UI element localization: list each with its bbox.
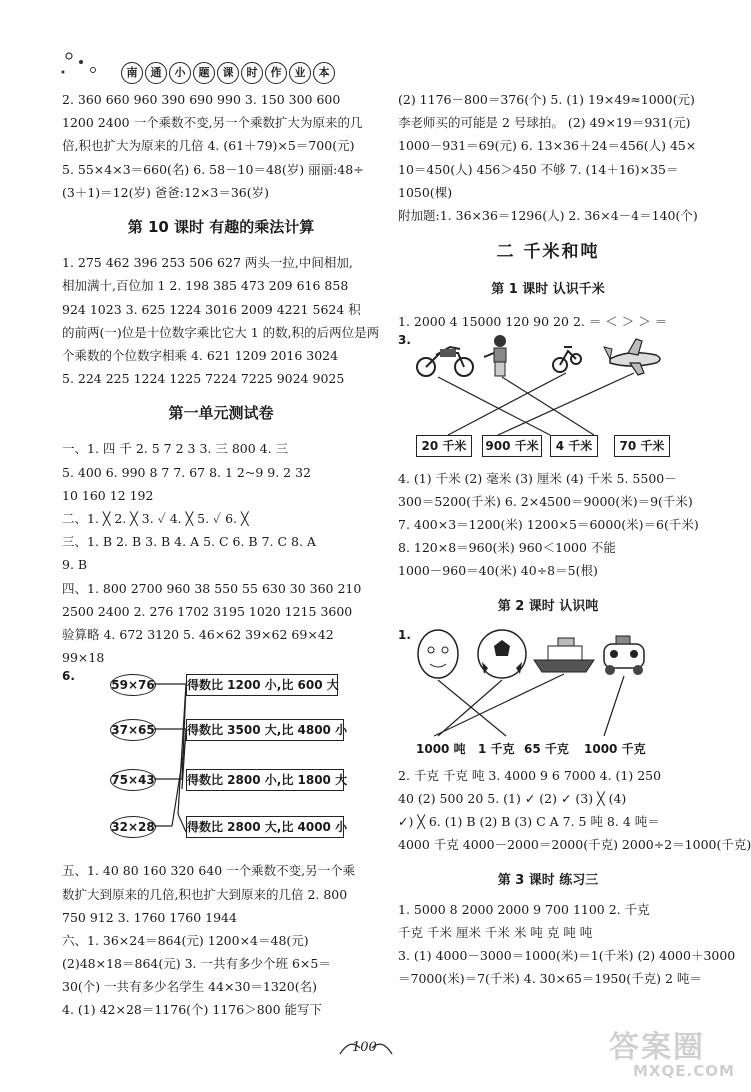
text-line: 4. (1) 千米 (2) 毫米 (3) 厘米 (4) 千米 5. 5500－ [398,470,677,486]
text-line: 4000 千克 4000－2000＝2000(千克) 2000÷2＝1000(千克) [398,837,751,853]
text-line: 数扩大到原来的几倍,积也扩大到原来的几倍 2. 800 [62,886,348,902]
text-line: 10＝450(人) 456＞450 不够 7. (14＋16)×35＝ [398,161,679,177]
km-distance-box: 4 千米 [550,435,598,457]
weight-label: 1 千克 [478,741,515,756]
watermark [603,1022,745,1086]
text-line: 8. 120×8＝960(米) 960＜1000 不能 [398,540,616,556]
weight-label: 1000 吨 [416,741,466,756]
text-line: 9. B [62,557,88,573]
weight-label: 1000 千克 [584,741,646,756]
q6-range-box: 得数比 3500 大,比 4800 小 [186,719,344,741]
text-line: 1000－960＝40(米) 40÷8＝5(根) [398,563,598,579]
text-line: 附加题:1. 36×36＝1296(人) 2. 36×4－4＝140(个) [398,207,698,223]
header-title-char: 题 [193,62,215,84]
km-distance-box: 20 千米 [416,435,472,457]
q6-expression: 37×65 [110,719,156,741]
text-line: 924 1023 3. 625 1224 3016 2009 4221 5624 积 [62,301,361,317]
text-line: 1. 5000 8 2000 2000 9 700 1100 2. 千克 [398,901,650,917]
q6-expression: 32×28 [110,816,156,838]
text-line: 2. 360 660 960 390 690 990 3. 150 300 600 [62,92,341,107]
text-line: 10 160 12 192 [62,487,154,503]
motorcycle-icon [417,347,473,376]
toy-car-icon [604,636,644,675]
unit-2-heading: 二 千米和吨 [496,242,600,263]
text-line: 750 912 3. 1760 1760 1944 [62,909,237,925]
text-line: 5. 224 225 1224 1225 7224 7225 9024 9025 [62,371,345,387]
text-line: 2500 2400 2. 276 1702 3195 1020 1215 3600 [62,603,353,619]
text-line: ✓) ╳ 6. (1) B (2) B (3) C A 7. 5 吨 8. 4 吨＝ [398,814,660,830]
text-line: (2)48×18＝864(元) 3. 一共有多少个班 6×5＝ [62,956,331,972]
lesson-10-heading: 第 10 课时 有趣的乘法计算 [127,217,315,236]
text-line: 2. 千克 千克 吨 3. 4000 9 6 7000 4. (1) 250 [398,767,662,783]
header-logo [55,48,345,88]
text-line: 7. 400×3＝1200(米) 1200×5＝6000(米)＝6(千米) [398,517,699,533]
text-line: 验算略 4. 672 3120 5. 46×62 39×62 69×42 [62,626,334,642]
km-matching-figure [398,333,698,461]
q6-expression: 59×76 [110,674,156,696]
text-line: 40 (2) 500 20 5. (1) ✓ (2) ✓ (3) ╳ (4) [398,791,627,806]
q1-number: 1. [398,627,411,642]
lesson-3-heading: 第 3 课时 练习三 [497,872,599,888]
text-line: 1000－931＝69(元) 6. 13×36＋24＝456(人) 45× [398,138,697,154]
text-line: 三、1. B 2. B 3. B 4. A 5. C 6. B 7. C 8. A [62,534,316,550]
text-line: 300＝5200(千米) 6. 2×4500＝9000(米)＝9(千米) [398,493,693,509]
text-line: 相加满十,百位加 1 2. 198 385 473 209 616 858 [62,278,349,294]
text-line: 千克 千米 厘米 千米 米 吨 克 吨 吨 [398,924,593,940]
text-line: 四、1. 800 2700 960 38 550 55 630 30 360 210 [62,580,362,596]
q6-expression: 75×43 [110,769,156,791]
text-line: 李老师买的可能是 2 号球拍。 (2) 49×19＝931(元) [398,115,691,131]
page-number-ornament-icon [336,1034,396,1060]
text-line: 六、1. 36×24＝864(元) 1200×4＝48(元) [62,932,309,948]
airplane-icon [604,339,660,375]
lesson-1-heading: 第 1 课时 认识千米 [491,282,605,298]
bicycle-icon [553,347,581,372]
text-line: ＝7000(米)＝7(千米) 4. 30×65＝1950(千克) 2 吨＝ [398,971,702,987]
header-title-char: 本 [313,62,335,84]
watermark-line2: MXQE.COM [633,1062,735,1080]
text-line: 1050(棵) [398,184,453,200]
header-title-char: 业 [289,62,311,84]
unit-test-heading: 第一单元测试卷 [168,404,274,423]
text-line: 4. (1) 42×28＝1176(个) 1176＞800 能写下 [62,1002,323,1018]
text-line: 五、1. 40 80 160 320 640 一个乘数不变,另一个乘 [62,863,356,879]
weight-label: 65 千克 [524,741,569,756]
q6-range-box: 得数比 1200 小,比 600 大 [186,674,338,696]
ship-icon [534,638,594,672]
text-line: 一、1. 四 千 2. 5 7 2 3 3. 三 800 4. 三 [62,441,289,457]
decorative-dots-icon [55,48,115,88]
header-title-char: 课 [217,62,239,84]
header-title-char: 作 [265,62,287,84]
text-line: 个乘数的个位数字相乘 4. 621 1209 2016 3024 [62,347,339,363]
q3-number: 3. [398,332,411,347]
text-line: 的前两(一)位是十位数字乘比它大 1 的数,积的后两位是两 [62,324,380,340]
boy-icon [484,335,506,376]
km-distance-box: 900 千米 [482,435,542,457]
q6-range-box: 得数比 2800 大,比 4000 小 [186,816,344,838]
text-line: 1. 2000 4 15000 120 90 20 2. ＝ ＜ ＞ ＞ ＝ [398,313,668,329]
old-man-icon [418,630,458,678]
text-line: 5. 55×4×3＝660(名) 6. 58－10＝48(岁) 丽丽:48÷ [62,161,364,177]
text-line: 99×18 [62,650,105,666]
q6-range-box: 得数比 2800 小,比 1800 大 [186,769,344,791]
text-line: 3. (1) 4000－3000＝1000(米)＝1(千米) (2) 4000＋3000 [398,948,736,964]
text-line: 1. 275 462 396 253 506 627 两头一拉,中间相加, [62,255,353,271]
ton-matching-figure [398,624,698,764]
km-distance-box: 70 千米 [614,435,670,457]
header-title-char: 南 [121,62,143,84]
q6-matching-figure [62,669,380,859]
header-title-char: 小 [169,62,191,84]
header-title-char: 通 [145,62,167,84]
lesson-2-heading: 第 2 课时 认识吨 [497,598,599,614]
text-line: 30(个) 一共有多少名学生 44×30＝1320(名) [62,979,317,995]
left-column [62,88,380,1022]
soccer-ball-icon [478,630,526,678]
text-line: 5. 400 6. 990 8 7 7. 67 8. 1 2~9 9. 2 32 [62,464,312,480]
text-line: 倍,积也扩大为原来的几倍 4. (61＋79)×5＝700(元) [62,138,355,154]
right-column [398,88,751,991]
text-line: 1200 2400 一个乘数不变,另一个乘数扩大为原来的几 [62,115,363,131]
header-title-char: 时 [241,62,263,84]
text-line: (3＋1)＝12(岁) 爸爸:12×3＝36(岁) [62,184,269,200]
page-number [352,1040,377,1055]
text-line: (2) 1176－800＝376(个) 5. (1) 19×49≈1000(元) [398,92,695,107]
page-number-text: 100 [352,1040,377,1055]
text-line: 二、1. ╳ 2. ╳ 3. ✓ 4. ╳ 5. ✓ 6. ╳ [62,511,249,526]
q6-number: 6. [62,669,75,684]
watermark-line1: 答案圈 [609,1030,705,1065]
